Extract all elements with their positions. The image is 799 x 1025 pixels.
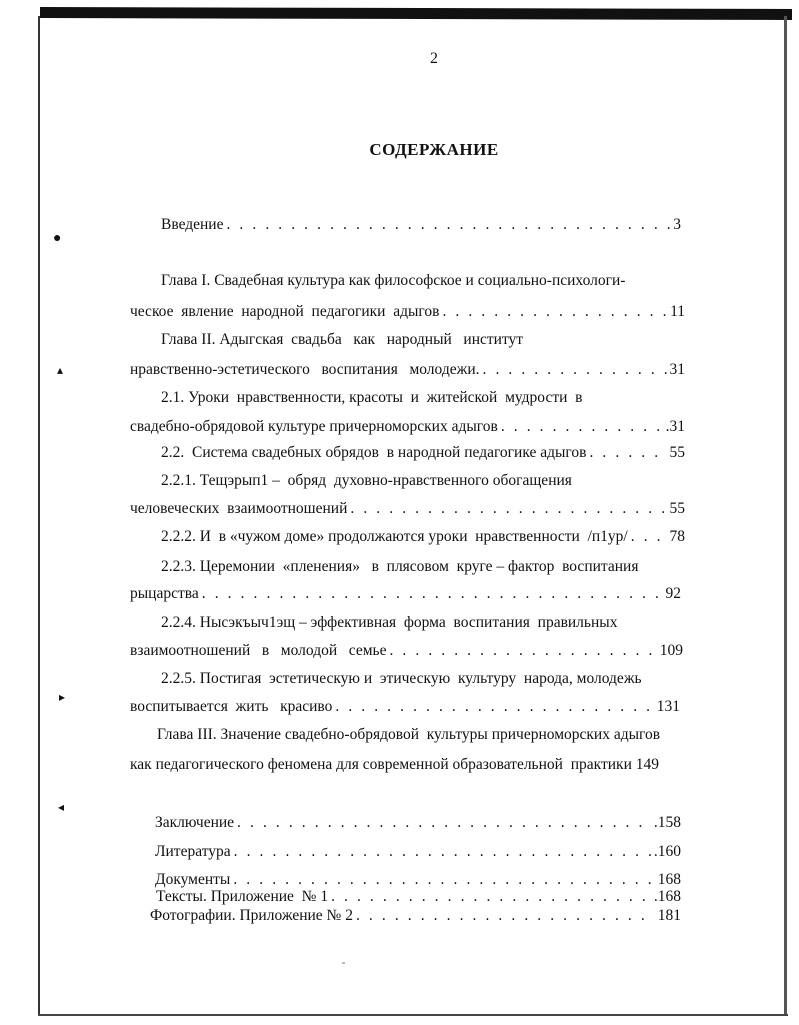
toc-entry-ch2-line1 bbox=[161, 331, 681, 349]
toc-leader bbox=[226, 216, 670, 234]
toc-entry-ch2-line2 bbox=[130, 361, 685, 379]
toc-leader bbox=[331, 888, 651, 906]
scan-speck bbox=[342, 962, 345, 964]
toc-entry-ch3-line1 bbox=[157, 726, 687, 744]
toc-leader bbox=[356, 907, 655, 925]
toc-entry-2-2-5-line1 bbox=[161, 670, 681, 688]
toc-entry-conclusion bbox=[155, 814, 681, 832]
toc-entry-2-2 bbox=[161, 444, 685, 462]
toc-entry-2-1-line1 bbox=[161, 389, 681, 407]
toc-entry-2-2-5-line2 bbox=[130, 698, 680, 716]
toc-entry-2-2-1-line1 bbox=[161, 472, 681, 490]
toc-leader bbox=[335, 698, 653, 716]
toc-page: 11 bbox=[670, 303, 685, 320]
toc-entry-literature bbox=[155, 843, 681, 861]
toc-page: 109 bbox=[659, 642, 683, 659]
toc-label: 2.2.4. Нысэкъыч1эщ – эффективная форма воспитания правильных bbox=[161, 614, 618, 631]
page-number: 2 bbox=[430, 50, 438, 67]
toc-label: Глава I. Свадебная культура как философское и социально-психологи- bbox=[161, 272, 626, 289]
toc-label: 2.2.2. И в «чужом доме» продолжаются уроки нравственности /п1ур/ bbox=[161, 528, 628, 545]
toc-label: взаимоотношений в молодой семье bbox=[130, 642, 387, 659]
toc-entry-2-2-3-line2 bbox=[130, 585, 681, 603]
toc-page: .158 bbox=[653, 814, 681, 831]
toc-entry-documents bbox=[155, 871, 681, 889]
toc-leader bbox=[442, 303, 667, 321]
toc-label: Документы bbox=[155, 871, 231, 888]
toc-leader bbox=[237, 814, 651, 832]
toc-entry-2-2-2 bbox=[161, 528, 685, 546]
toc-entry-ch3-line2 bbox=[130, 756, 685, 774]
toc-leader bbox=[501, 418, 663, 436]
toc-page: 131 bbox=[656, 698, 680, 715]
toc-label: 2.2. Система свадебных обрядов в народной педагогике адыгов bbox=[161, 444, 587, 461]
toc-leader bbox=[233, 871, 654, 889]
toc-label: 2.1. Уроки нравственности, красоты и житейской мудрости в bbox=[161, 389, 583, 406]
toc-page: 55 bbox=[669, 500, 685, 517]
toc-label: 2.2.3. Церемонии «пленения» в плясовом круге – фактор воспитания bbox=[161, 558, 639, 575]
toc-entry-2-2-1-line2 bbox=[130, 500, 685, 518]
toc-page: 92 bbox=[665, 585, 681, 602]
toc-label: ческое явление народной педагогики адыгов bbox=[130, 303, 440, 320]
punch-hole-mark: ▴ bbox=[57, 363, 64, 377]
page-title: СОДЕРЖАНИЕ bbox=[369, 140, 499, 159]
toc-label: человеческих взаимоотношений bbox=[130, 500, 348, 517]
scan-left-edge bbox=[38, 16, 40, 1016]
toc-page: 31 bbox=[669, 361, 685, 378]
toc-page: 55 bbox=[669, 444, 685, 461]
toc-leader bbox=[631, 528, 667, 546]
toc-label: свадебно-обрядовой культуре причерноморских адыгов bbox=[130, 418, 498, 435]
scan-bottom-edge bbox=[38, 1014, 788, 1016]
toc-label: как педагогического феномена для современной образовательной практики 149 bbox=[130, 756, 659, 773]
punch-hole-mark: ▸ bbox=[59, 690, 66, 704]
toc-leader bbox=[389, 642, 656, 660]
toc-label: Введение bbox=[161, 216, 224, 233]
toc-entry-2-2-4-line2 bbox=[130, 642, 683, 660]
toc-entry-2-2-3-line1 bbox=[161, 558, 681, 576]
toc-label: Заключение bbox=[155, 814, 235, 831]
toc-label: Тексты. Приложение № 1 bbox=[156, 888, 329, 905]
toc-page: .168 bbox=[653, 888, 681, 905]
toc-page: .160 bbox=[653, 843, 681, 860]
scan-right-edge bbox=[784, 16, 787, 1016]
toc-entry-texts bbox=[156, 888, 681, 906]
toc-entry-2-1-line2 bbox=[130, 418, 685, 436]
toc-label: нравственно-эстетического воспитания молодежи. bbox=[130, 361, 480, 378]
toc-label: Фотографии. Приложение № 2 bbox=[150, 907, 353, 924]
toc-leader bbox=[234, 843, 651, 861]
toc-entry-intro bbox=[161, 216, 681, 234]
scan-top-edge bbox=[40, 7, 792, 20]
toc-label: Глава III. Значение свадебно-обрядовой культуры причерноморских адыгов bbox=[157, 726, 661, 743]
toc-leader bbox=[589, 444, 666, 462]
toc-page: 3 bbox=[673, 216, 681, 233]
toc-entry-ch1-line1 bbox=[161, 272, 681, 290]
toc-label: Литература bbox=[155, 843, 231, 860]
toc-entry-ch1-line2 bbox=[130, 303, 685, 321]
toc-page: 181 bbox=[657, 907, 681, 924]
toc-entry-2-2-4-line1 bbox=[161, 614, 681, 632]
toc-label: воспитывается жить красиво bbox=[130, 698, 333, 715]
toc-page: 168 bbox=[657, 871, 681, 888]
toc-leader bbox=[202, 585, 663, 603]
toc-page: 78 bbox=[669, 528, 685, 545]
toc-leader bbox=[350, 500, 666, 518]
punch-hole-mark: ● bbox=[53, 231, 62, 246]
punch-hole-mark: ◂ bbox=[58, 800, 65, 814]
toc-leader bbox=[483, 361, 667, 379]
toc-label: 2.2.1. Тещэрып1 – обряд духовно-нравственного обогащения bbox=[161, 472, 572, 489]
toc-label: 2.2.5. Постигая эстетическую и этическую культуру народа, молодежь bbox=[161, 670, 642, 687]
toc-entry-photos bbox=[150, 907, 681, 925]
toc-label: рыцарства bbox=[130, 585, 199, 602]
toc-page: .31 bbox=[665, 418, 685, 435]
toc-label: Глава II. Адыгская свадьба как народный институт bbox=[161, 331, 524, 348]
